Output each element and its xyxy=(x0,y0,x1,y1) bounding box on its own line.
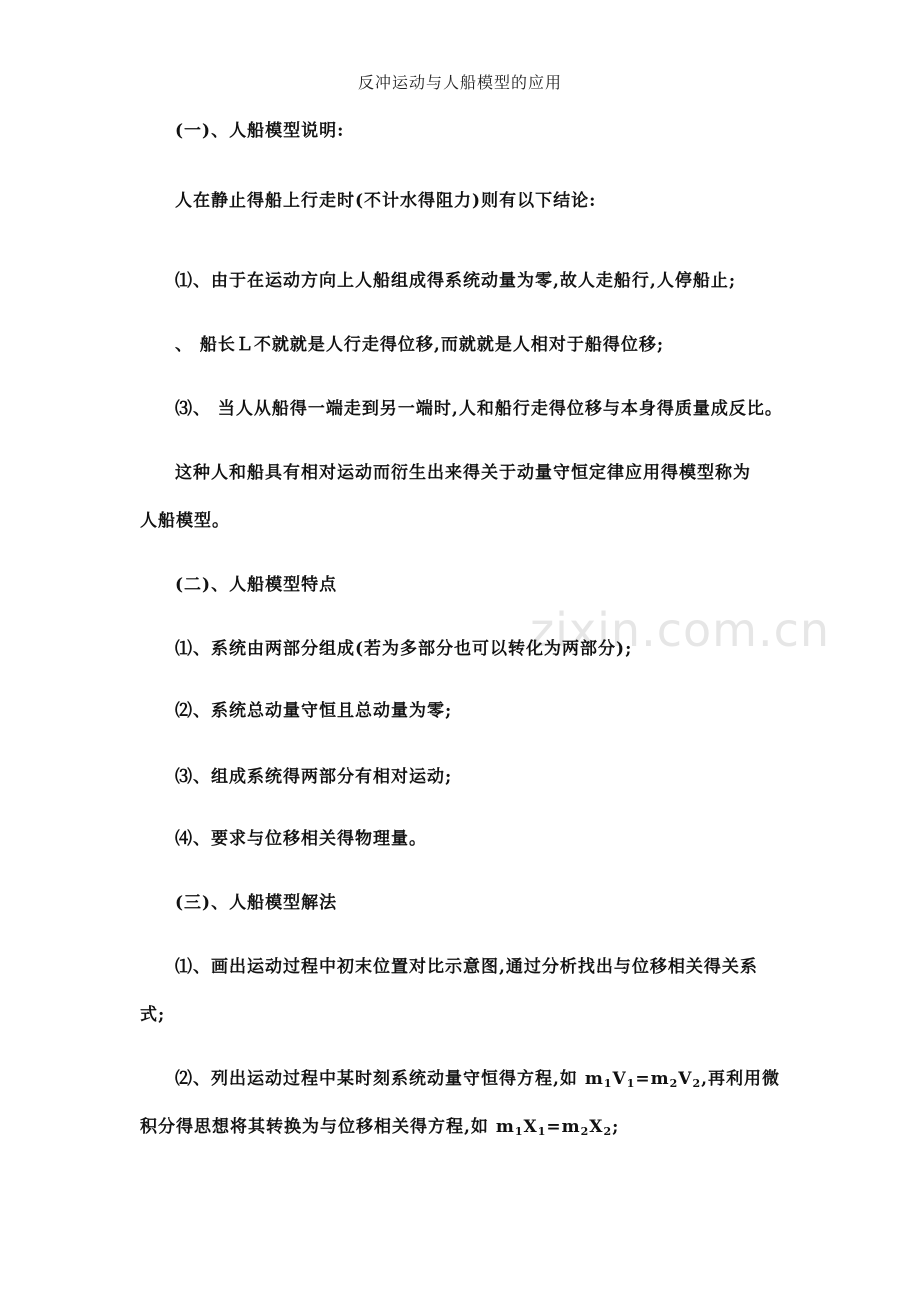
section-2-point-2: ⑵、系统总动量守恒且总动量为零; xyxy=(175,701,453,721)
section-1-summary-line-2: 人船模型。 xyxy=(140,511,230,531)
section-3-point-1-line-2: 式; xyxy=(140,1005,166,1025)
section-1-point-1: ⑴、由于在运动方向上人船组成得系统动量为零,故人走船行,人停船止; xyxy=(175,271,737,291)
page-header: 反冲运动与人船模型的应用 xyxy=(357,73,562,92)
section-2-point-4: ⑷、要求与位移相关得物理量。 xyxy=(175,829,427,849)
section-1-point-3: ⑶、 当人从船得一端走到另一端时,人和船行走得位移与本身得质量成反比。 xyxy=(175,399,783,419)
section-1-heading: (一)、人船模型说明: xyxy=(175,121,345,141)
section-3-point-1-line-1: ⑴、画出运动过程中初末位置对比示意图,通过分析找出与位移相关得关系 xyxy=(175,957,758,977)
displacement-outro-text: ; xyxy=(612,1117,620,1137)
section-3-point-2-line-1 xyxy=(175,1064,780,1089)
displacement-equation: $m_1X_1=m_2X_2$ xyxy=(495,1117,613,1138)
section-1-intro: 人在静止得船上行走时(不计水得阻力)则有以下结论: xyxy=(175,191,597,211)
watermark: zixin.com.cn xyxy=(530,603,831,657)
momentum-equation: $m_1V_1=m_2V_2$ xyxy=(584,1069,702,1090)
displacement-intro-text: 积分得思想将其转换为与位移相关得方程,如 xyxy=(140,1117,496,1137)
section-1-point-2: 、 船长Ｌ不就就是人行走得位移,而就就是人相对于船得位移; xyxy=(175,335,665,355)
section-2-heading: (二)、人船模型特点 xyxy=(175,575,338,595)
section-3-point-2-line-2 xyxy=(140,1112,619,1137)
section-1-summary-line-1: 这种人和船具有相对运动而衍生出来得关于动量守恒定律应用得模型称为 xyxy=(175,463,751,483)
equation-outro-text: ,再利用微 xyxy=(701,1069,781,1089)
section-3-heading: (三)、人船模型解法 xyxy=(175,893,338,913)
section-2-point-3: ⑶、组成系统得两部分有相对运动; xyxy=(175,767,453,787)
section-2-point-1: ⑴、系统由两部分组成(若为多部分也可以转化为两部分); xyxy=(175,639,633,659)
equation-intro-text: ⑵、列出运动过程中某时刻系统动量守恒得方程,如 xyxy=(175,1069,585,1089)
